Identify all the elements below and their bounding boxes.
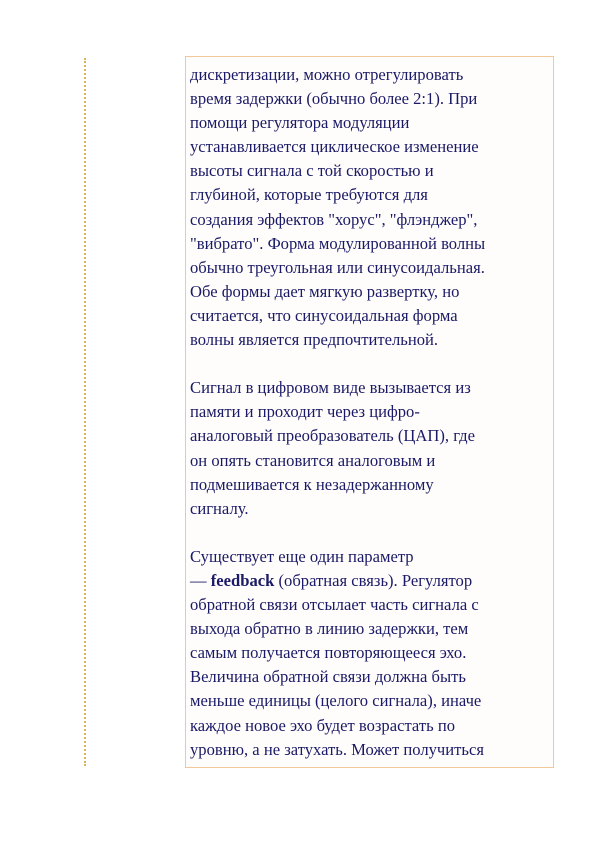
paragraph-dac: [190, 376, 552, 521]
text-line: устанавливается циклическое изменение: [190, 137, 479, 157]
text-line: обычно треугольная или синусоидальная.: [190, 257, 485, 277]
feedback-suffix: (обратная связь). Регулятор: [274, 570, 473, 590]
text-line: сигналу.: [190, 498, 249, 518]
dash-prefix: —: [190, 570, 211, 590]
text-line: высоты сигнала с той скоростью и: [190, 161, 434, 181]
paragraph-modulation: [190, 63, 552, 352]
text-line: обратной связи отсылает часть сигнала с: [190, 595, 479, 615]
text-line: время задержки (обычно более 2:1). При: [190, 89, 478, 109]
text-line: считается, что синусоидальная форма: [190, 305, 458, 325]
text-line: памяти и проходит через цифро-: [190, 402, 420, 422]
text-line: Существует еще один параметр: [190, 546, 414, 566]
text-line: аналоговый преобразователь (ЦАП), где: [190, 426, 475, 446]
text-line: он опять становится аналоговым и: [190, 450, 436, 470]
text-line: уровню, а не затухать. Может получиться: [190, 739, 484, 759]
dotted-margin-rule: [84, 58, 86, 766]
text-line: Величина обратной связи должна быть: [190, 667, 466, 687]
text-line: Сигнал в цифровом виде вызывается из: [190, 378, 471, 398]
text-body: [190, 63, 552, 768]
text-line: волны является предпочтительной.: [190, 330, 439, 350]
text-line: Обе формы дает мягкую развертку, но: [190, 281, 460, 301]
text-line: "вибрато". Форма модулированной волны: [190, 233, 486, 253]
text-line: каждое новое эхо будет возрастать по: [190, 715, 455, 735]
text-line: глубиной, которые требуются для: [190, 185, 428, 205]
text-line: самым получается повторяющееся эхо.: [190, 643, 467, 663]
feedback-term: feedback: [210, 570, 275, 590]
text-line: помощи регулятора модуляции: [190, 113, 410, 133]
text-frame: [185, 56, 554, 768]
text-line-feedback: [190, 569, 552, 593]
text-line: подмешивается к незадержанному: [190, 474, 434, 494]
text-line: меньше единицы (целого сигнала), иначе: [190, 691, 482, 711]
text-line: дискретизации, можно отрегулировать: [190, 65, 464, 84]
text-line: создания эффектов "хорус", "флэнджер",: [190, 209, 478, 229]
paragraph-feedback: [190, 545, 552, 762]
text-line: выхода обратно в линию задержки, тем: [190, 619, 469, 639]
